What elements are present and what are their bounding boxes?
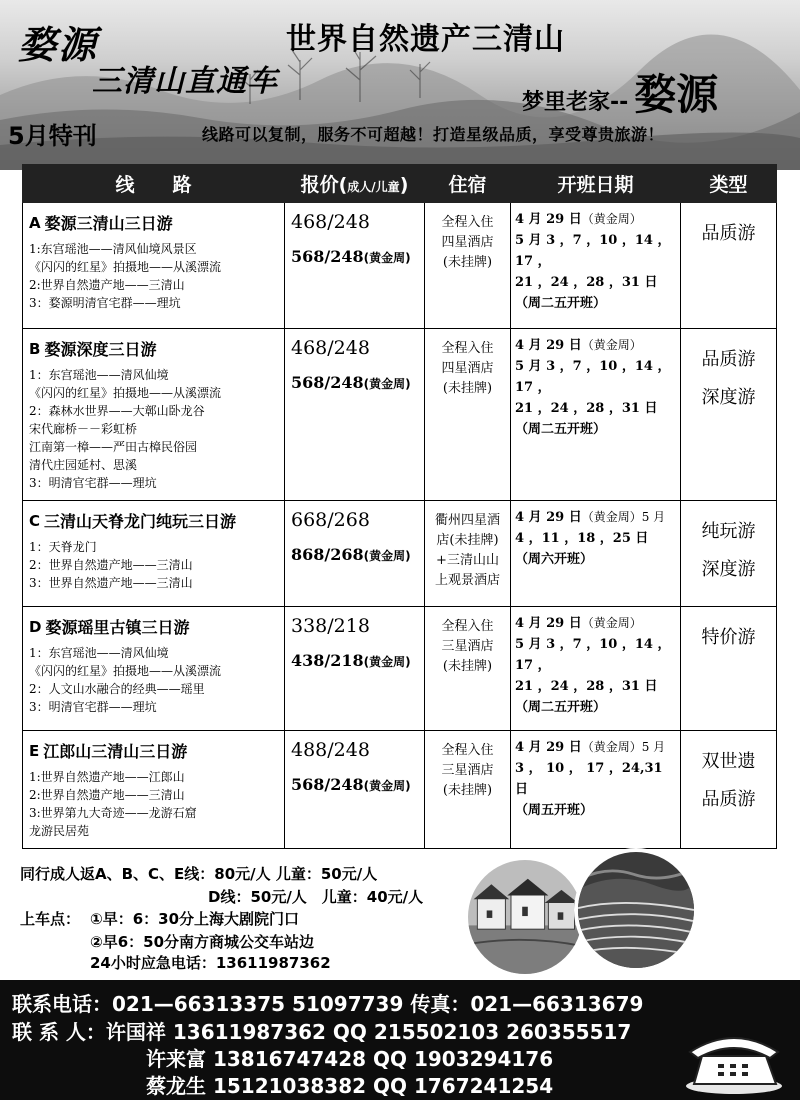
hotel-line: 衢州四星酒 (434, 513, 500, 528)
hotel-cell (425, 501, 511, 607)
type-cell (681, 329, 777, 501)
date-bold: 21 ，24 ，28 ，31 日 (515, 679, 658, 694)
route-spot: 《闪闪的红星》拍摄地——从溪漂流 (29, 664, 222, 678)
date-cell (511, 501, 681, 607)
date-line (515, 549, 676, 570)
route-spot: 清代庄园延村、思溪 (29, 458, 138, 472)
price-regular: 338/218 (291, 615, 370, 637)
header-route: 线 路 (23, 165, 285, 203)
date-line (515, 613, 676, 634)
date-line (515, 356, 676, 398)
header-type: 类型 (681, 165, 777, 203)
tour-type: 深度游 (701, 387, 756, 408)
route-spot: 1：东宫瑶池——清风仙境 (29, 368, 169, 382)
header-banner (0, 0, 800, 170)
route-spot: 3：明清官宅群——理坑 (29, 700, 157, 714)
hotel-cell (425, 607, 511, 731)
date-line (515, 758, 676, 800)
route-spot: 《闪闪的红星》拍摄地——从溪漂流 (29, 386, 222, 400)
page-title: 世界自然遗产三清山 (286, 22, 565, 57)
price-golden-week (291, 775, 418, 794)
date-bold: 4 月 29 日 (515, 510, 582, 525)
table-row (23, 329, 777, 501)
route-spot: 1：东宫瑶池——清风仙境 (29, 646, 169, 660)
route-spot: 3：世界自然遗产地——三清山 (29, 576, 193, 590)
route-spot: 1:世界自然遗产地——江郎山 (29, 770, 185, 784)
route-spot: 宋代廊桥－－彩虹桥 (29, 422, 138, 436)
hotel-line: 四星酒店 (441, 361, 494, 376)
route-letter: B (29, 339, 41, 358)
date-line (515, 272, 676, 293)
date-note: （黄金周） (581, 616, 642, 630)
tour-type: 品质游 (701, 789, 756, 810)
hotel-line: 三星酒店 (441, 763, 494, 778)
telephone-icon (680, 1026, 788, 1096)
price-regular: 488/248 (291, 739, 370, 761)
route-spot: 2：森林水世界——大鄣山卧龙谷 (29, 404, 205, 418)
route-title (29, 739, 278, 762)
price-golden-value: 568/248 (291, 247, 364, 266)
price-golden-value: 568/248 (291, 775, 364, 794)
date-cell (511, 607, 681, 731)
date-note: （黄金周）5 月 (581, 510, 666, 524)
price-golden-value: 438/218 (291, 651, 364, 670)
route-spot: 2：人文山水融合的经典——瑶里 (29, 682, 205, 696)
date-line (515, 293, 676, 314)
pickup-label: 上车点： (20, 910, 81, 928)
date-bold: 4 月 29 日 (515, 740, 582, 755)
date-cell (511, 731, 681, 849)
route-cell (23, 329, 285, 501)
hotel-line: (未挂牌) (442, 783, 493, 798)
route-title (29, 615, 278, 638)
date-bold: 5 月 3 ，7 ，10 ，14 ，17 ， (515, 359, 671, 395)
route-spot: 3：婺源明清官宅群——理坑 (29, 296, 181, 310)
date-note: （黄金周） (581, 338, 642, 352)
date-bold: （周六开班） (515, 552, 594, 567)
date-line (515, 737, 676, 758)
tour-type: 特价游 (701, 627, 756, 648)
date-bold: 5 月 3 ，7 ，10 ，14 ，17 ， (515, 233, 671, 269)
date-bold: 4 月 29 日 (515, 338, 582, 353)
route-spot: 1：天脊龙门 (29, 540, 97, 554)
contact-phone-fax: 联系电话：021—66313375 51097739 传真：021—66313679 (12, 992, 644, 1016)
hotel-line: 上观景酒店 (434, 573, 500, 588)
price-cell (285, 203, 425, 329)
route-cell (23, 501, 285, 607)
route-spot: 2：世界自然遗产地——三清山 (29, 558, 193, 572)
table-header-row (23, 165, 777, 203)
header-date: 开班日期 (511, 165, 681, 203)
price-golden-week (291, 651, 418, 670)
contact-person-2: 许来富 13816747428 QQ 1903294176 (146, 1047, 554, 1071)
price-cell (285, 731, 425, 849)
date-line (515, 507, 676, 528)
price-cell (285, 607, 425, 731)
route-cell (23, 203, 285, 329)
date-line (515, 697, 676, 718)
rebate-line-1: 同行成人返A、B、C、E线：80元/人 儿童：50元/人 (20, 865, 378, 883)
date-bold: （周五开班） (515, 803, 594, 818)
hotel-line: 全程入住 (441, 743, 494, 758)
route-name: 婺源三清山三日游 (44, 214, 173, 233)
route-title (29, 509, 278, 532)
price-golden-tag: (黄金周) (363, 779, 411, 793)
hotel-line: (未挂牌) (442, 255, 493, 270)
price-golden-week (291, 373, 418, 392)
hotel-line: 全程入住 (441, 341, 494, 356)
route-letter: C (29, 511, 41, 530)
price-regular: 468/248 (291, 337, 370, 359)
logo-sanqingshan-express: 三清山直通车 (92, 64, 278, 99)
hotel-line: 店(未挂牌) (436, 533, 499, 548)
route-spot: 3:世界第九大奇迹——龙游石窟 (29, 806, 197, 820)
price-golden-week (291, 247, 418, 266)
route-name: 江郎山三清山三日游 (43, 742, 188, 761)
terrace-photo (574, 848, 698, 972)
date-bold: 4 月 29 日 (515, 616, 582, 631)
route-title (29, 211, 278, 234)
route-name: 三清山天脊龙门纯玩三日游 (44, 512, 237, 531)
rebate-line-2: D线：50元/人 儿童：40元/人 (208, 888, 424, 906)
tour-type: 纯玩游 (701, 521, 756, 542)
route-spot: 《闪闪的红星》拍摄地——从溪漂流 (29, 260, 222, 274)
price-golden-tag: (黄金周) (363, 377, 411, 391)
date-line (515, 398, 676, 419)
hometown-name: 婺源 (634, 70, 719, 119)
price-golden-value: 568/248 (291, 373, 364, 392)
date-bold: （周二五开班） (515, 700, 607, 715)
date-bold: 21 ，24 ，28 ，31 日 (515, 401, 658, 416)
table-row (23, 501, 777, 607)
hotel-cell (425, 203, 511, 329)
hotel-line: (未挂牌) (442, 659, 493, 674)
price-golden-tag: (黄金周) (363, 655, 411, 669)
route-letter: D (29, 617, 42, 636)
table-row (23, 203, 777, 329)
routes-body (23, 203, 777, 849)
slogan: 线路可以复制，服务不可超越！打造星级品质，享受尊贵旅游！ (202, 125, 665, 144)
hotel-cell (425, 731, 511, 849)
route-name: 婺源深度三日游 (44, 340, 157, 359)
route-spot: 1:东宫瑶池——清风仙境风景区 (29, 242, 197, 256)
date-line (515, 335, 676, 356)
date-bold: （周二五开班） (515, 422, 607, 437)
date-line (515, 634, 676, 676)
header-price-label: 报价( (300, 174, 348, 196)
pickup-point-1: ①早：6：30分上海大剧院门口 (90, 910, 300, 928)
hotel-line: 三星酒店 (441, 639, 494, 654)
hotel-line: 全程入住 (441, 619, 494, 634)
route-cell (23, 731, 285, 849)
tour-type: 品质游 (701, 223, 756, 244)
header-price-close: ) (399, 174, 409, 196)
price-regular: 668/268 (291, 509, 370, 531)
contact-person-1: 联 系 人：许国祥 13611987362 QQ 215502103 260355517 (12, 1020, 632, 1044)
logo-wuyuan: 婺源 (18, 22, 99, 67)
hotel-line: +三清山山 (436, 553, 499, 568)
price-cell (285, 329, 425, 501)
issue-label: 5月特刊 (8, 122, 97, 150)
price-golden-week (291, 545, 418, 564)
date-line (515, 676, 676, 697)
date-bold: （周二五开班） (515, 296, 607, 311)
date-line (515, 419, 676, 440)
pickup-point-2: ②早6：50分南方商城公交车站边 (90, 933, 315, 951)
routes-table (22, 164, 777, 849)
header-price-unit: 成人/儿童 (347, 180, 400, 194)
hotel-line: 四星酒店 (441, 235, 494, 250)
date-line (515, 209, 676, 230)
tour-type: 品质游 (701, 349, 756, 370)
route-spot: 2:世界自然遗产地——三清山 (29, 278, 185, 292)
route-letter: E (29, 741, 40, 760)
type-cell (681, 731, 777, 849)
date-bold: 4 ，11 ，18 ，25 日 (515, 531, 649, 546)
price-golden-value: 868/268 (291, 545, 364, 564)
price-golden-tag: (黄金周) (363, 251, 411, 265)
hotel-cell (425, 329, 511, 501)
date-note: （黄金周）5 月 (581, 740, 666, 754)
date-bold: 3 ， 10 ， 17 ，24,31 日 (515, 761, 663, 797)
tour-type: 深度游 (701, 559, 756, 580)
price-cell (285, 501, 425, 607)
date-line (515, 230, 676, 272)
contact-person-3: 蔡龙生 15121038382 QQ 1767241254 (146, 1074, 554, 1098)
table-row (23, 731, 777, 849)
route-spot: 龙游民居苑 (29, 824, 90, 838)
date-bold: 4 月 29 日 (515, 212, 582, 227)
route-name: 婺源瑶里古镇三日游 (45, 618, 190, 637)
hometown-prefix: 梦里老家-- (522, 90, 629, 115)
table-row (23, 607, 777, 731)
price-regular: 468/248 (291, 211, 370, 233)
date-cell (511, 203, 681, 329)
date-line (515, 800, 676, 821)
route-spot: 江南第一樟——严田古樟民俗园 (29, 440, 198, 454)
village-photo (464, 856, 586, 978)
header-hotel: 住宿 (425, 165, 511, 203)
route-spot: 3：明清官宅群——理坑 (29, 476, 157, 490)
date-bold: 21 ，24 ，28 ，31 日 (515, 275, 658, 290)
date-note: （黄金周） (581, 212, 642, 226)
route-cell (23, 607, 285, 731)
date-cell (511, 329, 681, 501)
route-letter: A (29, 213, 41, 232)
hotel-line: 全程入住 (441, 215, 494, 230)
route-spot: 2:世界自然遗产地——三清山 (29, 788, 185, 802)
header-price (285, 165, 425, 203)
type-cell (681, 203, 777, 329)
date-bold: 5 月 3 ，7 ，10 ，14 ，17 ， (515, 637, 671, 673)
price-golden-tag: (黄金周) (363, 549, 411, 563)
type-cell (681, 607, 777, 731)
date-line (515, 528, 676, 549)
hometown-tagline (522, 62, 718, 122)
route-title (29, 337, 278, 360)
type-cell (681, 501, 777, 607)
hotel-line: (未挂牌) (442, 381, 493, 396)
emergency-hotline: 24小时应急电话：13611987362 (90, 954, 331, 972)
tour-type: 双世遗 (701, 751, 756, 772)
